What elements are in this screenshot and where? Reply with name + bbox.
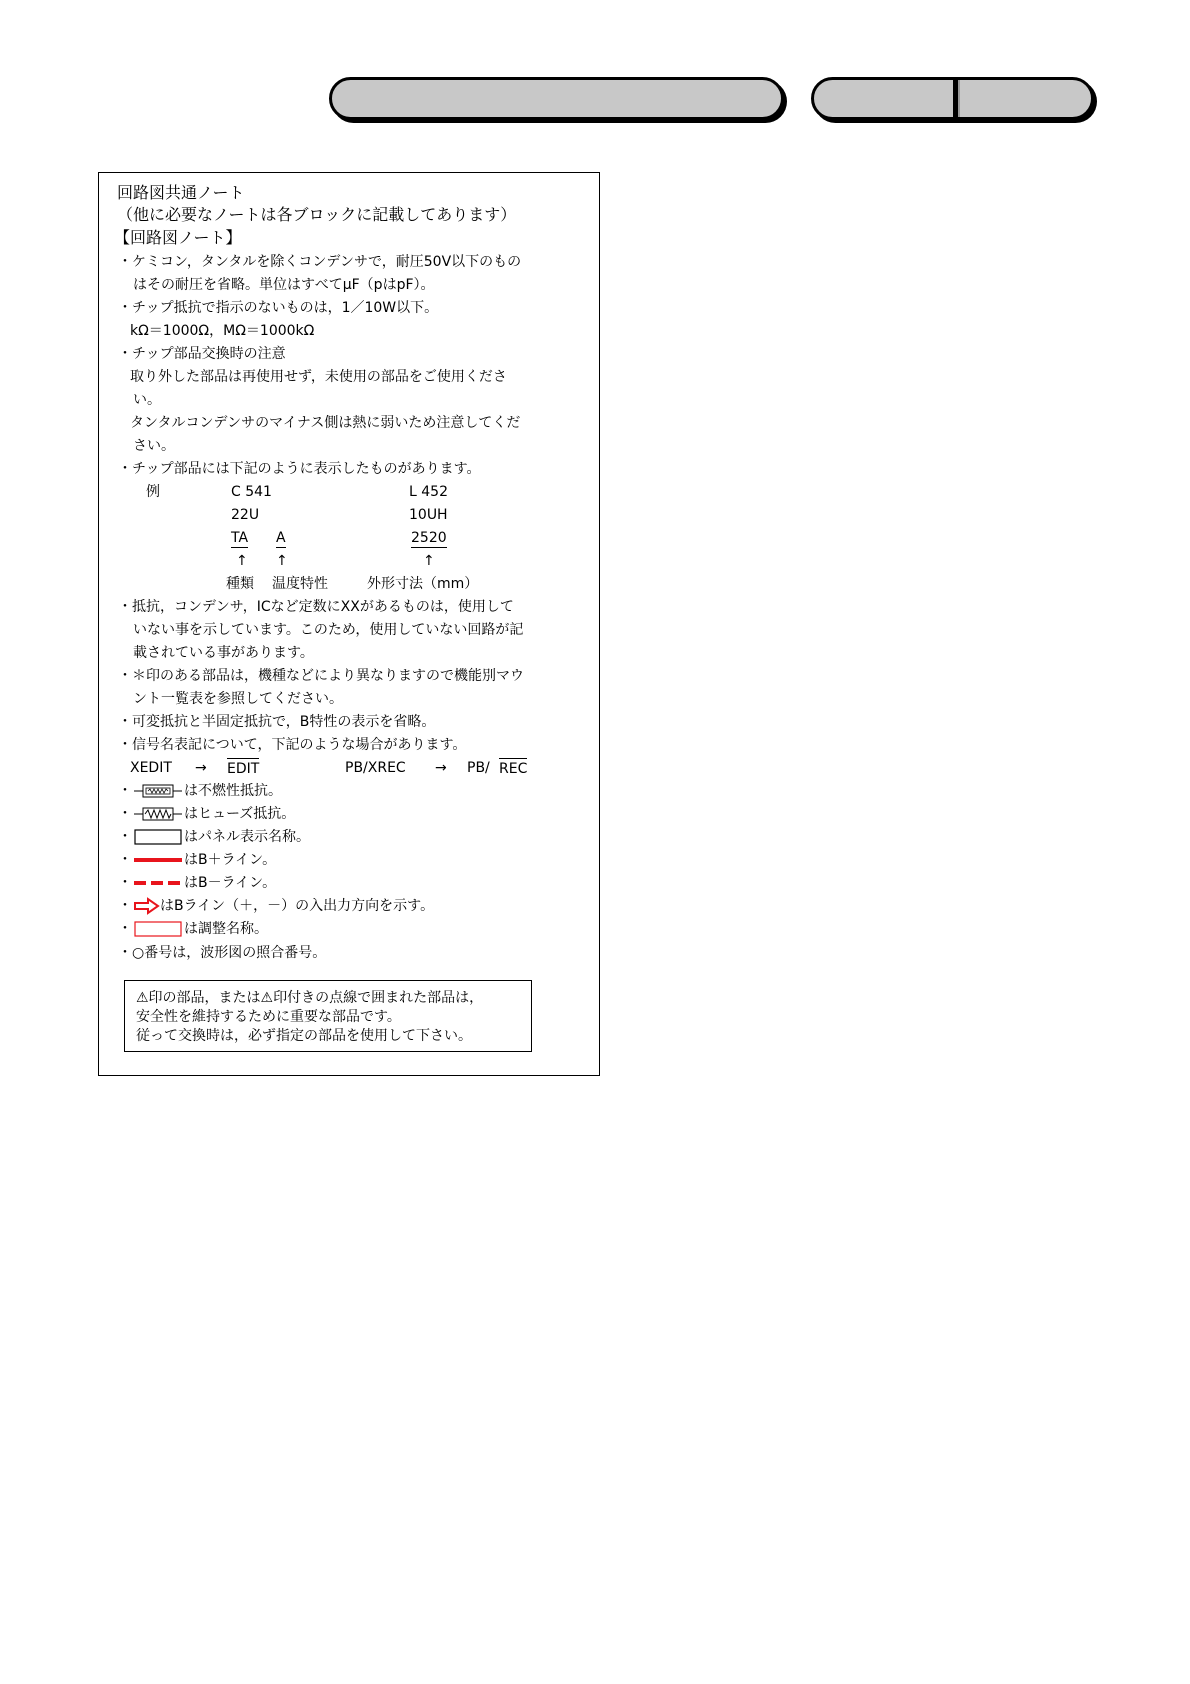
- example-label-size: 外形寸法（mm）: [367, 576, 479, 592]
- example-l-value: 10UH: [409, 507, 448, 523]
- legend-bullet: ・: [118, 898, 132, 914]
- example-c-type: TA: [231, 530, 249, 546]
- safety-warning-line2: 安全性を維持するために重要な部品です。: [136, 1009, 401, 1025]
- signal-example-arrow-a: →: [195, 760, 207, 776]
- legend-panel-name: はパネル表示名称。: [184, 829, 310, 845]
- example-label: 例: [146, 484, 160, 500]
- legend-waveform-number: ・○番号は，波形図の照合番号。: [118, 945, 327, 961]
- b-plus-line-icon: [134, 851, 182, 869]
- note-signal-naming: ・信号名表記について，下記のような場合があります。: [118, 737, 467, 753]
- example-arrow-type: ↑: [236, 553, 248, 569]
- note-chip-line3: タンタルコンデンサのマイナス側は熱に弱いため注意してくだ: [130, 415, 521, 431]
- note-star-line2: ント一覧表を参照してください。: [133, 691, 343, 707]
- fuse-resistor-icon: [134, 805, 182, 823]
- example-l-size: 2520: [411, 530, 447, 546]
- legend-bullet: ・: [118, 852, 132, 868]
- note-variable-resistor: ・可変抵抗と半固定抵抗で，B特性の表示を省略。: [118, 714, 436, 730]
- legend-b-plus-line: はB＋ライン。: [184, 852, 277, 868]
- legend-adjustment-name: は調整名称。: [184, 921, 268, 937]
- nonflammable-resistor-icon: [134, 782, 182, 800]
- header-title-tab: [329, 77, 784, 120]
- example-label-type: 種類: [226, 576, 254, 592]
- signal-example-arrow-b: →: [435, 760, 447, 776]
- signal-example-b-dest-prefix: PB/: [467, 760, 490, 776]
- signal-example-a-source: XEDIT: [130, 760, 172, 776]
- note-chip-display: ・チップ部品には下記のように表示したものがあります。: [118, 461, 481, 477]
- legend-bullet: ・: [118, 783, 132, 799]
- note-resistor-line1: ・チップ抵抗で指示のないものは，1／10W以下。: [118, 300, 439, 316]
- note-xx-line1: ・抵抗，コンデンサ，ICなど定数にXXがあるものは，使用して: [118, 599, 514, 615]
- example-c-temp: A: [276, 530, 286, 546]
- note-xx-line3: 載されている事があります。: [133, 645, 314, 661]
- adjustment-name-box-icon: [134, 920, 182, 938]
- safety-warning-line1: ⚠印の部品，または⚠印付きの点線で囲まれた部品は，: [136, 990, 484, 1006]
- notes-section-heading: 【回路図ノート】: [114, 228, 242, 247]
- b-minus-line-icon: [134, 874, 182, 892]
- signal-example-b-source: PB/XREC: [345, 760, 406, 776]
- legend-nonflammable-resistor: は不燃性抵抗。: [184, 783, 282, 799]
- example-arrow-size: ↑: [423, 553, 435, 569]
- example-arrow-temp: ↑: [276, 553, 288, 569]
- legend-bullet: ・: [118, 921, 132, 937]
- legend-fuse-resistor: はヒューズ抵抗。: [184, 806, 296, 822]
- legend-bullet: ・: [118, 875, 132, 891]
- note-xx-line2: いない事を示しています。このため，使用していない回路が記: [133, 622, 524, 638]
- notes-subtitle: （他に必要なノートは各ブロックに記載してあります）: [117, 205, 517, 224]
- note-capacitor-line2: はその耐圧を省略。単位はすべてμF（pはpF）。: [133, 277, 435, 293]
- example-label-temp: 温度特性: [272, 576, 328, 592]
- tab-divider-highlight: [958, 80, 960, 117]
- legend-bullet: ・: [118, 806, 132, 822]
- note-chip-line1: 取り外した部品は再使用せず，未使用の部品をご使用くださ: [130, 369, 507, 385]
- b-line-direction-arrow-icon: [134, 897, 160, 915]
- notes-title: 回路図共通ノート: [117, 183, 245, 202]
- signal-example-b-dest-bar: REC: [499, 758, 527, 778]
- example-l-ref: L 452: [409, 484, 448, 500]
- signal-example-a-dest: EDIT: [227, 758, 259, 778]
- note-star-line1: ・＊印のある部品は，機種などにより異なりますので機能別マウ: [118, 668, 524, 684]
- note-resistor-line2: kΩ＝1000Ω，MΩ＝1000kΩ: [130, 323, 315, 339]
- header-page-tab: [811, 77, 1094, 120]
- legend-b-minus-line: はB－ライン。: [184, 875, 277, 891]
- note-chip-line4: さい。: [133, 438, 175, 454]
- legend-bullet: ・: [118, 829, 132, 845]
- example-c-value: 22U: [231, 507, 260, 523]
- note-chip-line2: い。: [133, 392, 161, 408]
- legend-b-line-direction: はBライン（＋，－）の入出力方向を示す。: [160, 898, 435, 914]
- example-c-ref: C 541: [231, 484, 272, 500]
- note-capacitor-line1: ・ケミコン，タンタルを除くコンデンサで，耐圧50V以下のもの: [118, 254, 522, 270]
- panel-name-box-icon: [134, 828, 182, 846]
- safety-warning-line3: 従って交換時は，必ず指定の部品を使用して下さい。: [136, 1028, 472, 1044]
- note-chip-title: ・チップ部品交換時の注意: [118, 346, 286, 362]
